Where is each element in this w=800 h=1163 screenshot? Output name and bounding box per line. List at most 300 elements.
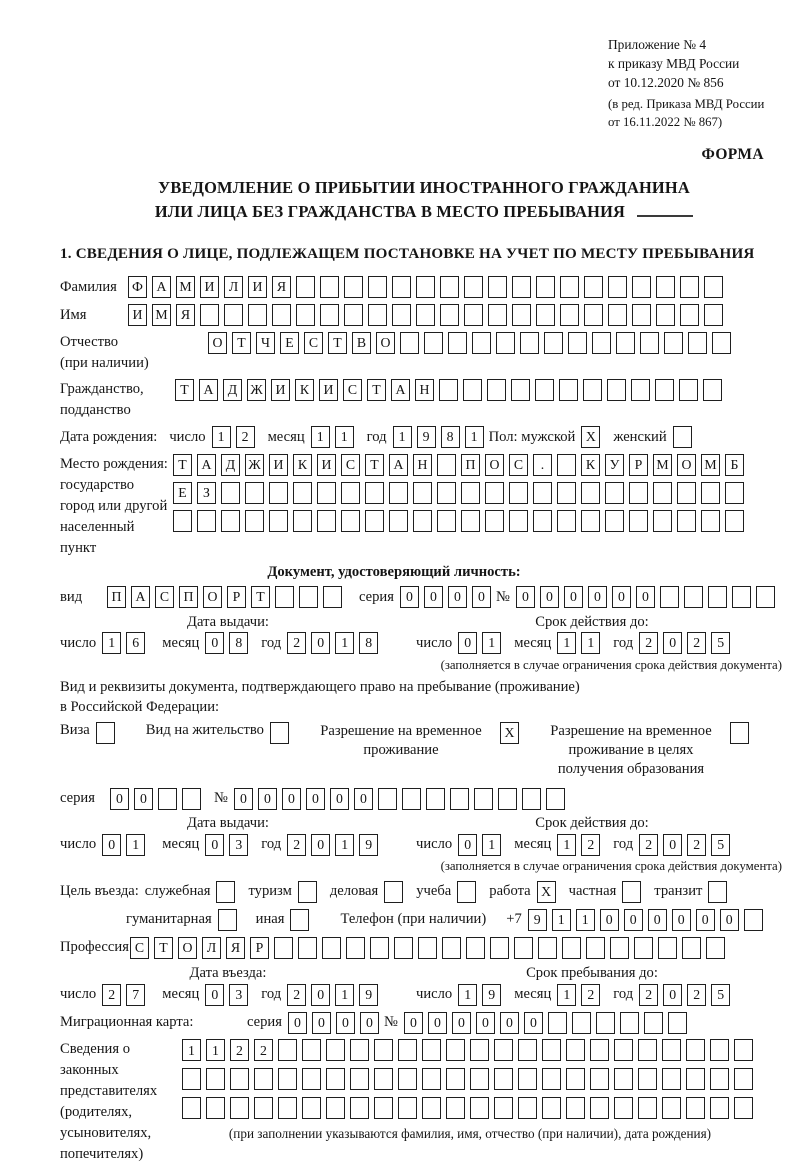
form-cell[interactable] <box>566 1097 585 1119</box>
form-cell[interactable] <box>398 1097 417 1119</box>
form-cell[interactable] <box>398 1068 417 1090</box>
form-cell[interactable] <box>490 937 509 959</box>
form-cell[interactable] <box>560 276 579 298</box>
form-cell[interactable] <box>374 1068 393 1090</box>
form-cell[interactable] <box>197 510 216 532</box>
form-cell[interactable]: 2 <box>236 426 255 448</box>
form-cell[interactable] <box>422 1039 441 1061</box>
form-cell[interactable]: 1 <box>212 426 231 448</box>
form-cell[interactable]: М <box>701 454 720 476</box>
form-cell[interactable]: О <box>178 937 197 959</box>
form-cell[interactable] <box>182 1068 201 1090</box>
form-cell[interactable]: Б <box>725 454 744 476</box>
form-cell[interactable]: 1 <box>335 984 354 1006</box>
form-cell[interactable] <box>744 909 763 931</box>
form-cell[interactable]: 2 <box>687 632 706 654</box>
form-cell[interactable] <box>296 276 315 298</box>
form-cell[interactable]: Л <box>224 276 243 298</box>
form-cell[interactable]: У <box>605 454 624 476</box>
form-cell[interactable]: 1 <box>557 834 576 856</box>
form-cell[interactable]: 0 <box>312 1012 331 1034</box>
form-cell[interactable]: 1 <box>335 834 354 856</box>
form-cell[interactable]: 5 <box>711 834 730 856</box>
form-cell[interactable]: И <box>319 379 338 401</box>
form-cell[interactable]: О <box>203 586 222 608</box>
form-cell[interactable] <box>725 510 744 532</box>
form-cell[interactable]: М <box>152 304 171 326</box>
form-cell[interactable]: 0 <box>424 586 443 608</box>
form-cell[interactable]: К <box>581 454 600 476</box>
form-cell[interactable] <box>278 1068 297 1090</box>
form-cell[interactable] <box>322 937 341 959</box>
form-cell[interactable]: 6 <box>126 632 145 654</box>
form-cell[interactable] <box>464 276 483 298</box>
form-cell[interactable] <box>710 1039 729 1061</box>
form-cell[interactable] <box>341 482 360 504</box>
form-cell[interactable] <box>365 482 384 504</box>
form-cell[interactable]: З <box>197 482 216 504</box>
form-cell[interactable]: 0 <box>663 632 682 654</box>
temp-residence-checkbox[interactable]: X <box>500 722 519 744</box>
form-cell[interactable]: 2 <box>230 1039 249 1061</box>
form-cell[interactable]: 2 <box>687 984 706 1006</box>
form-cell[interactable] <box>686 1097 705 1119</box>
form-cell[interactable] <box>296 304 315 326</box>
form-cell[interactable] <box>374 1039 393 1061</box>
form-cell[interactable]: 0 <box>472 586 491 608</box>
form-cell[interactable] <box>680 304 699 326</box>
form-cell[interactable]: С <box>130 937 149 959</box>
visa-checkbox[interactable] <box>96 722 115 744</box>
form-cell[interactable] <box>326 1097 345 1119</box>
form-cell[interactable] <box>274 937 293 959</box>
residence-permit-checkbox[interactable] <box>270 722 289 744</box>
form-cell[interactable] <box>546 788 565 810</box>
form-cell[interactable] <box>518 1097 537 1119</box>
form-cell[interactable] <box>402 788 421 810</box>
form-cell[interactable] <box>704 276 723 298</box>
sex-female-checkbox[interactable] <box>673 426 692 448</box>
form-cell[interactable] <box>275 586 294 608</box>
form-cell[interactable]: 1 <box>311 426 330 448</box>
form-cell[interactable] <box>254 1097 273 1119</box>
form-cell[interactable]: 0 <box>311 984 330 1006</box>
form-cell[interactable]: 0 <box>600 909 619 931</box>
form-cell[interactable] <box>572 1012 591 1034</box>
form-cell[interactable] <box>703 379 722 401</box>
form-cell[interactable] <box>557 510 576 532</box>
form-cell[interactable]: 2 <box>639 834 658 856</box>
form-cell[interactable]: 0 <box>306 788 325 810</box>
form-cell[interactable] <box>206 1097 225 1119</box>
form-cell[interactable]: 0 <box>205 834 224 856</box>
purpose-business-checkbox[interactable] <box>384 881 403 903</box>
form-cell[interactable] <box>701 482 720 504</box>
form-cell[interactable]: Ж <box>247 379 266 401</box>
form-cell[interactable]: К <box>295 379 314 401</box>
form-cell[interactable]: 0 <box>288 1012 307 1034</box>
form-cell[interactable]: 2 <box>102 984 121 1006</box>
form-cell[interactable] <box>466 937 485 959</box>
form-cell[interactable]: 5 <box>711 984 730 1006</box>
form-cell[interactable] <box>378 788 397 810</box>
form-cell[interactable]: 9 <box>528 909 547 931</box>
form-cell[interactable]: И <box>248 276 267 298</box>
form-cell[interactable]: 0 <box>624 909 643 931</box>
form-cell[interactable]: С <box>341 454 360 476</box>
form-cell[interactable] <box>302 1039 321 1061</box>
form-cell[interactable] <box>368 276 387 298</box>
form-cell[interactable] <box>518 1039 537 1061</box>
form-cell[interactable] <box>278 1039 297 1061</box>
form-cell[interactable] <box>498 788 517 810</box>
form-cell[interactable]: 0 <box>311 632 330 654</box>
form-cell[interactable]: Т <box>328 332 347 354</box>
form-cell[interactable] <box>422 1097 441 1119</box>
form-cell[interactable]: 9 <box>482 984 501 1006</box>
form-cell[interactable]: Ч <box>256 332 275 354</box>
form-cell[interactable]: С <box>509 454 528 476</box>
form-cell[interactable] <box>725 482 744 504</box>
form-cell[interactable] <box>653 510 672 532</box>
form-cell[interactable] <box>533 510 552 532</box>
form-cell[interactable]: Д <box>221 454 240 476</box>
form-cell[interactable]: П <box>461 454 480 476</box>
form-cell[interactable]: А <box>197 454 216 476</box>
form-cell[interactable]: 0 <box>476 1012 495 1034</box>
form-cell[interactable] <box>701 510 720 532</box>
form-cell[interactable] <box>584 304 603 326</box>
form-cell[interactable]: 2 <box>254 1039 273 1061</box>
form-cell[interactable] <box>317 482 336 504</box>
form-cell[interactable] <box>422 1068 441 1090</box>
form-cell[interactable] <box>533 482 552 504</box>
form-cell[interactable] <box>488 304 507 326</box>
form-cell[interactable] <box>350 1097 369 1119</box>
form-cell[interactable] <box>446 1097 465 1119</box>
form-cell[interactable] <box>317 510 336 532</box>
form-cell[interactable]: 1 <box>182 1039 201 1061</box>
form-cell[interactable]: 2 <box>639 632 658 654</box>
form-cell[interactable] <box>344 276 363 298</box>
form-cell[interactable] <box>440 304 459 326</box>
form-cell[interactable]: 0 <box>663 834 682 856</box>
form-cell[interactable] <box>605 510 624 532</box>
form-cell[interactable]: 1 <box>393 426 412 448</box>
form-cell[interactable] <box>206 1068 225 1090</box>
form-cell[interactable]: 1 <box>335 426 354 448</box>
form-cell[interactable]: П <box>107 586 126 608</box>
form-cell[interactable] <box>562 937 581 959</box>
form-cell[interactable]: Т <box>367 379 386 401</box>
form-cell[interactable] <box>590 1039 609 1061</box>
form-cell[interactable] <box>374 1097 393 1119</box>
form-cell[interactable] <box>704 304 723 326</box>
form-cell[interactable]: 0 <box>258 788 277 810</box>
form-cell[interactable]: 7 <box>126 984 145 1006</box>
form-cell[interactable]: И <box>271 379 290 401</box>
form-cell[interactable] <box>632 304 651 326</box>
form-cell[interactable]: 1 <box>206 1039 225 1061</box>
form-cell[interactable]: 0 <box>311 834 330 856</box>
purpose-official-checkbox[interactable] <box>216 881 235 903</box>
form-cell[interactable] <box>496 332 515 354</box>
form-cell[interactable] <box>544 332 563 354</box>
form-cell[interactable]: 0 <box>663 984 682 1006</box>
form-cell[interactable] <box>590 1097 609 1119</box>
form-cell[interactable] <box>437 482 456 504</box>
form-cell[interactable] <box>629 482 648 504</box>
form-cell[interactable] <box>302 1068 321 1090</box>
form-cell[interactable]: 1 <box>552 909 571 931</box>
form-cell[interactable] <box>485 510 504 532</box>
form-cell[interactable] <box>370 937 389 959</box>
form-cell[interactable] <box>440 276 459 298</box>
form-cell[interactable] <box>614 1039 633 1061</box>
form-cell[interactable] <box>680 276 699 298</box>
form-cell[interactable] <box>248 304 267 326</box>
form-cell[interactable]: 0 <box>636 586 655 608</box>
form-cell[interactable] <box>394 937 413 959</box>
form-cell[interactable] <box>269 510 288 532</box>
sex-male-checkbox[interactable]: X <box>581 426 600 448</box>
form-cell[interactable] <box>734 1097 753 1119</box>
form-cell[interactable] <box>350 1039 369 1061</box>
form-cell[interactable]: С <box>304 332 323 354</box>
temp-residence-education-checkbox[interactable] <box>730 722 749 744</box>
form-cell[interactable] <box>221 482 240 504</box>
form-cell[interactable] <box>350 1068 369 1090</box>
form-cell[interactable] <box>470 1097 489 1119</box>
form-cell[interactable]: 3 <box>229 984 248 1006</box>
form-cell[interactable] <box>581 482 600 504</box>
form-cell[interactable] <box>245 510 264 532</box>
form-cell[interactable]: Е <box>280 332 299 354</box>
form-cell[interactable] <box>224 304 243 326</box>
form-cell[interactable] <box>182 788 201 810</box>
form-cell[interactable]: И <box>200 276 219 298</box>
form-cell[interactable] <box>658 937 677 959</box>
form-cell[interactable] <box>536 304 555 326</box>
form-cell[interactable]: 1 <box>458 984 477 1006</box>
form-cell[interactable] <box>518 1068 537 1090</box>
form-cell[interactable] <box>398 1039 417 1061</box>
form-cell[interactable] <box>230 1097 249 1119</box>
form-cell[interactable] <box>677 482 696 504</box>
form-cell[interactable] <box>679 379 698 401</box>
form-cell[interactable]: 2 <box>639 984 658 1006</box>
form-cell[interactable]: Т <box>232 332 251 354</box>
form-cell[interactable] <box>472 332 491 354</box>
form-cell[interactable] <box>560 304 579 326</box>
form-cell[interactable] <box>566 1068 585 1090</box>
form-cell[interactable] <box>269 482 288 504</box>
form-cell[interactable]: 1 <box>482 632 501 654</box>
form-cell[interactable] <box>686 1068 705 1090</box>
form-cell[interactable] <box>389 482 408 504</box>
form-cell[interactable] <box>557 454 576 476</box>
form-cell[interactable] <box>485 482 504 504</box>
form-cell[interactable] <box>293 510 312 532</box>
form-cell[interactable]: Р <box>250 937 269 959</box>
form-cell[interactable] <box>512 304 531 326</box>
form-cell[interactable] <box>461 510 480 532</box>
form-cell[interactable]: 1 <box>482 834 501 856</box>
form-cell[interactable] <box>734 1039 753 1061</box>
form-cell[interactable]: 2 <box>581 834 600 856</box>
form-cell[interactable]: О <box>677 454 696 476</box>
form-cell[interactable]: 9 <box>417 426 436 448</box>
form-cell[interactable] <box>608 304 627 326</box>
form-cell[interactable]: 0 <box>134 788 153 810</box>
form-cell[interactable]: 0 <box>588 586 607 608</box>
form-cell[interactable]: 8 <box>441 426 460 448</box>
form-cell[interactable] <box>586 937 605 959</box>
form-cell[interactable] <box>708 586 727 608</box>
form-cell[interactable]: 2 <box>287 834 306 856</box>
form-cell[interactable] <box>559 379 578 401</box>
purpose-other-checkbox[interactable] <box>290 909 309 931</box>
form-cell[interactable]: А <box>199 379 218 401</box>
form-cell[interactable]: Т <box>175 379 194 401</box>
form-cell[interactable]: 0 <box>330 788 349 810</box>
form-cell[interactable]: 5 <box>711 632 730 654</box>
form-cell[interactable]: 1 <box>126 834 145 856</box>
form-cell[interactable] <box>230 1068 249 1090</box>
form-cell[interactable] <box>548 1012 567 1034</box>
form-cell[interactable] <box>596 1012 615 1034</box>
form-cell[interactable]: М <box>653 454 672 476</box>
form-cell[interactable] <box>520 332 539 354</box>
form-cell[interactable]: 0 <box>102 834 121 856</box>
purpose-humanitarian-checkbox[interactable] <box>218 909 237 931</box>
form-cell[interactable] <box>470 1068 489 1090</box>
form-cell[interactable]: 0 <box>524 1012 543 1034</box>
form-cell[interactable]: 1 <box>557 632 576 654</box>
form-cell[interactable] <box>254 1068 273 1090</box>
form-cell[interactable] <box>494 1068 513 1090</box>
form-cell[interactable]: 0 <box>458 834 477 856</box>
form-cell[interactable] <box>494 1097 513 1119</box>
form-cell[interactable] <box>494 1039 513 1061</box>
form-cell[interactable]: В <box>352 332 371 354</box>
form-cell[interactable] <box>682 937 701 959</box>
form-cell[interactable] <box>660 586 679 608</box>
form-cell[interactable] <box>302 1097 321 1119</box>
form-cell[interactable]: А <box>391 379 410 401</box>
form-cell[interactable] <box>437 454 456 476</box>
form-cell[interactable] <box>542 1039 561 1061</box>
form-cell[interactable]: 0 <box>672 909 691 931</box>
form-cell[interactable] <box>608 276 627 298</box>
form-cell[interactable] <box>326 1068 345 1090</box>
form-cell[interactable] <box>413 482 432 504</box>
form-cell[interactable] <box>734 1068 753 1090</box>
form-cell[interactable]: 8 <box>359 632 378 654</box>
form-cell[interactable] <box>298 937 317 959</box>
form-cell[interactable] <box>638 1039 657 1061</box>
form-cell[interactable] <box>158 788 177 810</box>
form-cell[interactable] <box>442 937 461 959</box>
form-cell[interactable] <box>346 937 365 959</box>
form-cell[interactable]: П <box>179 586 198 608</box>
form-cell[interactable] <box>668 1012 687 1034</box>
form-cell[interactable] <box>323 586 342 608</box>
form-cell[interactable] <box>653 482 672 504</box>
form-cell[interactable] <box>470 1039 489 1061</box>
form-cell[interactable]: Ж <box>245 454 264 476</box>
form-cell[interactable]: 1 <box>557 984 576 1006</box>
form-cell[interactable] <box>756 586 775 608</box>
form-cell[interactable] <box>416 276 435 298</box>
form-cell[interactable] <box>677 510 696 532</box>
form-cell[interactable]: 0 <box>500 1012 519 1034</box>
form-cell[interactable]: 0 <box>458 632 477 654</box>
form-cell[interactable] <box>446 1039 465 1061</box>
form-cell[interactable] <box>446 1068 465 1090</box>
form-cell[interactable] <box>200 304 219 326</box>
form-cell[interactable] <box>522 788 541 810</box>
form-cell[interactable] <box>542 1097 561 1119</box>
purpose-private-checkbox[interactable] <box>622 881 641 903</box>
form-cell[interactable] <box>568 332 587 354</box>
form-cell[interactable] <box>392 276 411 298</box>
form-cell[interactable]: К <box>293 454 312 476</box>
form-cell[interactable]: 0 <box>110 788 129 810</box>
form-cell[interactable]: Р <box>629 454 648 476</box>
form-cell[interactable] <box>710 1097 729 1119</box>
form-cell[interactable] <box>614 1068 633 1090</box>
form-cell[interactable] <box>686 1039 705 1061</box>
form-cell[interactable]: Т <box>365 454 384 476</box>
form-cell[interactable] <box>614 1097 633 1119</box>
form-cell[interactable]: 0 <box>336 1012 355 1034</box>
form-cell[interactable] <box>712 332 731 354</box>
form-cell[interactable]: 1 <box>335 632 354 654</box>
form-cell[interactable]: 0 <box>696 909 715 931</box>
form-cell[interactable]: А <box>389 454 408 476</box>
form-cell[interactable]: М <box>176 276 195 298</box>
form-cell[interactable] <box>450 788 469 810</box>
form-cell[interactable] <box>631 379 650 401</box>
form-cell[interactable]: 2 <box>581 984 600 1006</box>
form-cell[interactable] <box>634 937 653 959</box>
form-cell[interactable] <box>392 304 411 326</box>
form-cell[interactable]: 2 <box>687 834 706 856</box>
form-cell[interactable] <box>278 1097 297 1119</box>
form-cell[interactable] <box>463 379 482 401</box>
form-cell[interactable]: 9 <box>359 834 378 856</box>
form-cell[interactable]: Ф <box>128 276 147 298</box>
form-cell[interactable] <box>584 276 603 298</box>
form-cell[interactable] <box>607 379 626 401</box>
form-cell[interactable] <box>326 1039 345 1061</box>
form-cell[interactable] <box>426 788 445 810</box>
form-cell[interactable] <box>732 586 751 608</box>
form-cell[interactable] <box>590 1068 609 1090</box>
form-cell[interactable]: Е <box>173 482 192 504</box>
purpose-study-checkbox[interactable] <box>457 881 476 903</box>
form-cell[interactable] <box>538 937 557 959</box>
form-cell[interactable]: 1 <box>102 632 121 654</box>
form-cell[interactable] <box>487 379 506 401</box>
form-cell[interactable] <box>464 304 483 326</box>
form-cell[interactable]: С <box>155 586 174 608</box>
form-cell[interactable] <box>344 304 363 326</box>
form-cell[interactable]: Я <box>272 276 291 298</box>
form-cell[interactable] <box>413 510 432 532</box>
form-cell[interactable]: 0 <box>428 1012 447 1034</box>
